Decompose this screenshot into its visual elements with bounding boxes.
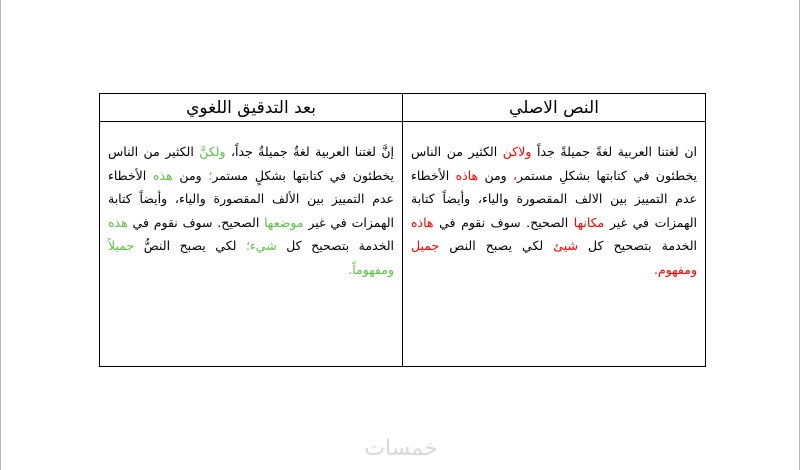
text-segment: لكي يصبح النص [439,238,554,253]
corrected-word: جميلاً ومفهوماً. [108,238,394,277]
original-paragraph [403,122,705,281]
header-row [100,94,706,122]
text-segment: الخدمة بتصحيح كل [577,238,697,253]
error-word: ، [513,167,518,183]
error-word: ولاكن [502,144,532,159]
content-row [100,122,706,367]
text-segment: ومن [478,167,513,183]
text-segment: ان لغتنا العربية لغةً جميلةً جداً [531,144,697,159]
text-segment: ومن [172,167,209,183]
header-original-text: النص الاصلي [403,94,706,122]
error-word: جميل ومفهوم. [411,238,697,277]
error-word: مكانها [573,214,605,230]
corrected-word: ؛ [208,167,213,183]
corrected-word: ولكنَّ [199,144,226,159]
watermark-logo: خمسات [364,436,438,461]
corrected-paragraph [100,122,402,281]
text-segment: الكثير من الناس يخطئون في كتابتها بشكلِ مستمر [411,144,697,183]
error-word: هاذه [455,167,479,183]
text-segment: إنَّ لغتنا العربية لغةٌ جميلةٌ جداً، [225,144,394,159]
corrected-word: شيء؛ [245,238,277,253]
original-text-cell [403,122,706,367]
text-segment: الأخطاء عدم التمييز بين الالف المقصورة والياء، وأيضاً كتابة الهمزات في غير [411,167,698,230]
text-segment: الكثير من الناس يخطئون في كتابتها بشكلٍ مستمر [108,144,394,183]
corrected-word: موضعها [264,214,304,230]
text-segment: الخدمة بتصحيح كل [276,238,394,253]
text-segment: الصحيح. سوف نقوم في [127,214,265,230]
text-segment: الأخطاء عدم التمييز بين الألف المقصورة والياء، وأيضاً كتابة الهمزات في غير [108,167,394,230]
corrected-text-cell [100,122,403,367]
corrected-word: هذه [108,214,128,230]
error-word: شيئ [553,238,578,253]
error-word: هاذه [411,214,434,230]
text-segment: الصحيح. سوف نقوم في [433,214,574,230]
comparison-table [99,93,706,367]
header-after-proofreading: بعد التدقيق اللغوي [100,94,403,122]
text-segment: لكي يصبح النصُّ [134,238,246,253]
corrected-word: هذه [153,167,173,183]
